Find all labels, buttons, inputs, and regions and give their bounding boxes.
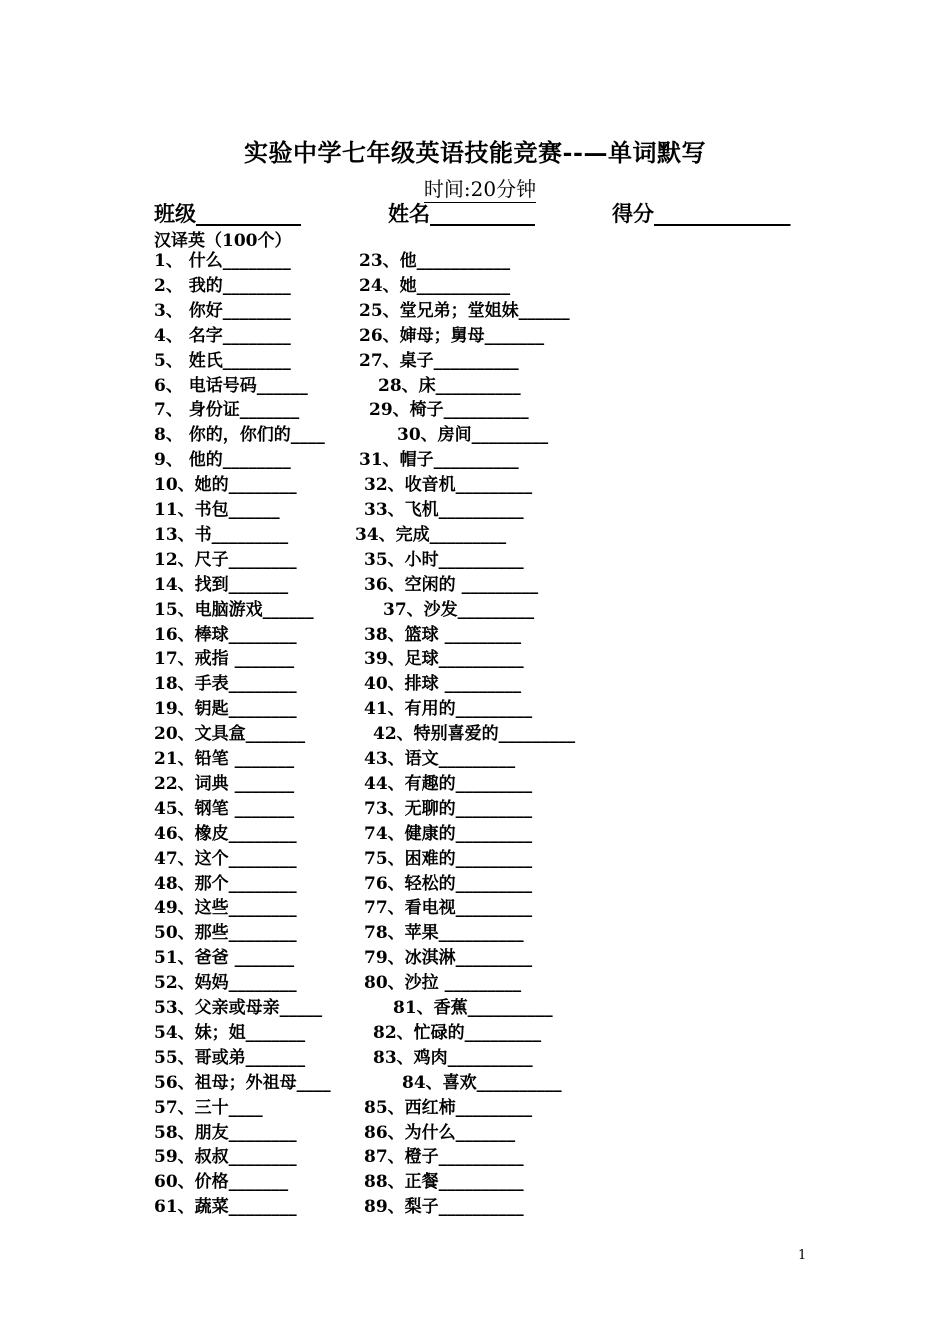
word-item-right: 77、看电视_________ — [364, 898, 533, 919]
word-item-right: 42、特别喜爱的_________ — [373, 724, 576, 745]
word-item-right: 87、橙子__________ — [364, 1147, 524, 1168]
word-item-left: 6、 电话号码______ — [154, 375, 308, 396]
word-item-right: 25、堂兄弟；堂姐妹______ — [359, 300, 570, 321]
name-field: 姓名__________ — [388, 201, 535, 226]
word-item-right: 82、忙碌的_________ — [373, 1022, 542, 1043]
word-item-right: 79、冰淇淋_________ — [364, 948, 533, 969]
word-item-left: 10、她的________ — [154, 475, 297, 496]
word-item-left: 45、钢笔 _______ — [154, 798, 295, 819]
word-item-left: 48、那个________ — [154, 873, 297, 894]
word-item-left: 5、 姓氏________ — [154, 350, 291, 371]
word-item-left: 18、手表________ — [154, 674, 297, 695]
word-item-left: 19、钥匙________ — [154, 699, 297, 720]
word-item-right: 85、西红柿_________ — [364, 1097, 533, 1118]
word-item-left: 50、那些________ — [154, 923, 297, 944]
word-item-left: 61、蔬菜________ — [154, 1197, 297, 1218]
word-item-right: 89、梨子__________ — [364, 1197, 524, 1218]
word-item-left: 54、妹；姐_______ — [154, 1022, 306, 1043]
word-item-left: 2、 我的________ — [154, 275, 291, 296]
word-item-right: 28、床__________ — [378, 375, 521, 396]
word-item-right: 80、沙拉 _________ — [364, 973, 522, 994]
word-item-left: 16、棒球________ — [154, 624, 297, 645]
word-item-right: 84、喜欢__________ — [402, 1072, 562, 1093]
word-item-right: 83、鸡肉__________ — [373, 1047, 533, 1068]
page-title: 实验中学七年级英语技能竞赛--—单词默写 — [244, 138, 706, 167]
word-item-right: 29、椅子__________ — [369, 400, 529, 421]
word-item-right: 78、苹果__________ — [364, 923, 524, 944]
word-item-left: 8、 你的，你们的____ — [154, 425, 325, 446]
word-item-right: 38、篮球 _________ — [364, 624, 522, 645]
word-item-right: 44、有趣的_________ — [364, 773, 533, 794]
word-item-right: 39、足球__________ — [364, 649, 524, 670]
word-item-right: 73、无聊的_________ — [364, 798, 533, 819]
time-limit-text: 时间:20分钟 — [423, 177, 537, 201]
page-number: 1 — [798, 1248, 807, 1263]
word-item-right: 34、完成_________ — [355, 524, 507, 545]
word-item-left: 3、 你好________ — [154, 300, 291, 321]
word-item-right: 33、飞机__________ — [364, 500, 524, 520]
word-item-left: 12、尺子________ — [154, 549, 297, 570]
word-item-left: 51、爸爸 _______ — [154, 948, 295, 969]
word-item-right: 35、小时__________ — [364, 549, 524, 570]
word-item-right: 23、他___________ — [359, 251, 511, 271]
word-item-left: 1、 什么________ — [154, 251, 291, 271]
word-item-left: 9、 他的________ — [154, 450, 291, 471]
word-item-right: 40、排球 _________ — [364, 674, 522, 695]
word-item-right: 81、香蕉__________ — [393, 998, 553, 1018]
word-item-right: 27、桌子__________ — [359, 350, 519, 371]
word-item-left: 17、戒指 _______ — [154, 649, 295, 670]
word-item-right: 24、她___________ — [359, 275, 511, 296]
word-item-left: 7、 身份证_______ — [154, 400, 300, 421]
word-item-left: 21、铅笔 _______ — [154, 749, 295, 769]
word-item-right: 41、有用的_________ — [364, 699, 533, 720]
word-item-right: 75、困难的_________ — [364, 848, 533, 869]
class-field: 班级__________ — [154, 201, 301, 226]
word-item-left: 47、这个________ — [154, 848, 297, 869]
word-item-left: 11、书包______ — [154, 500, 280, 520]
word-item-right: 86、为什么_______ — [364, 1122, 516, 1143]
word-item-right: 30、房间_________ — [397, 425, 549, 446]
word-item-right: 88、正餐__________ — [364, 1172, 524, 1193]
word-item-left: 56、祖母；外祖母____ — [154, 1072, 331, 1093]
word-item-left: 57、三十____ — [154, 1097, 263, 1118]
word-item-right: 74、健康的_________ — [364, 823, 533, 844]
word-item-left: 22、词典 _______ — [154, 773, 295, 794]
word-item-right: 76、轻松的_________ — [364, 873, 533, 894]
word-item-left: 4、 名字________ — [154, 325, 291, 346]
word-item-left: 46、橡皮________ — [154, 823, 297, 844]
word-item-left: 58、朋友________ — [154, 1122, 297, 1143]
word-item-right: 26、婶母；舅母_______ — [359, 325, 545, 346]
word-item-left: 55、哥或弟_______ — [154, 1047, 306, 1068]
word-item-right: 31、帽子__________ — [359, 450, 519, 471]
word-item-left: 60、价格_______ — [154, 1172, 289, 1193]
word-item-left: 52、妈妈________ — [154, 973, 297, 994]
score-field: 得分_____________ — [612, 201, 791, 226]
word-item-left: 13、书_________ — [154, 524, 289, 545]
word-item-right: 32、收音机_________ — [364, 475, 533, 496]
word-item-left: 53、父亲或母亲_____ — [154, 998, 323, 1018]
word-item-left: 49、这些________ — [154, 898, 297, 919]
word-item-left: 59、叔叔________ — [154, 1147, 297, 1168]
word-item-left: 20、文具盒_______ — [154, 724, 306, 745]
word-item-left: 14、找到_______ — [154, 574, 289, 595]
word-item-right: 37、沙发_________ — [383, 599, 535, 620]
section-heading: 汉译英（100个） — [154, 231, 292, 251]
word-item-left: 15、电脑游戏______ — [154, 599, 314, 620]
word-item-right: 36、空闲的 _________ — [364, 574, 539, 595]
word-item-right: 43、语文_________ — [364, 749, 516, 769]
